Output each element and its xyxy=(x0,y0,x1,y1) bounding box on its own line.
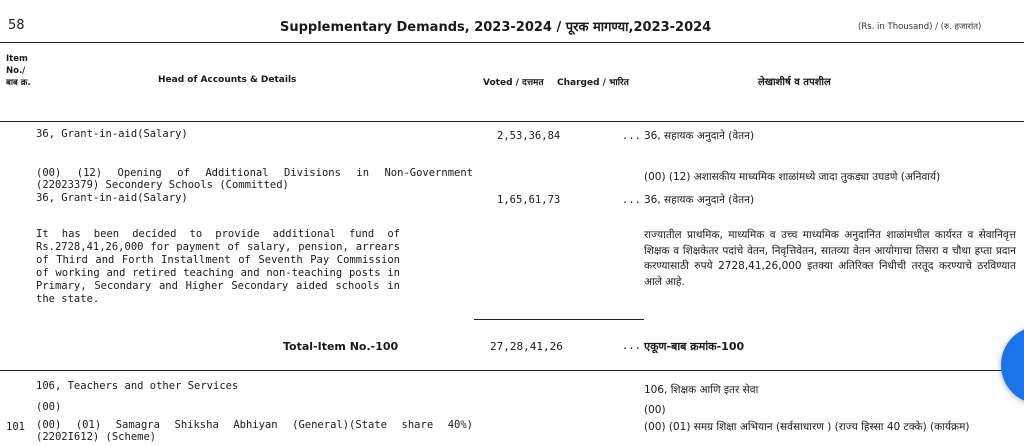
total-label-en: Total-Item No.-100 xyxy=(283,340,399,353)
top-rule xyxy=(0,42,1024,43)
row1-voted: 2,53,36,84 xyxy=(497,130,561,142)
total-label-mr: एकूण-बाब क्रमांक-100 xyxy=(644,340,745,353)
row5-head-en: (00) xyxy=(36,401,62,413)
total-dots: ... xyxy=(622,340,641,352)
header-charged: Charged / भारित xyxy=(557,78,629,88)
header-head-mr: लेखाशीर्ष व तपशील xyxy=(758,77,831,88)
row6-head-en: (00) (01) Samagra Shiksha Abhiyan (General)(State share 40%) (2202I612) (Scheme) xyxy=(36,419,473,443)
row3-head-mr: 36, सहायक अनुदाने (वेतन) xyxy=(644,194,755,206)
row3-head-en: 36, Grant-in-aid(Salary) xyxy=(36,192,188,204)
row2-head-en: (00) (12) Opening of Additional Divisions in Non-Government (22023379) Secondery Schools (Committed) xyxy=(36,167,473,191)
total-rule xyxy=(474,319,644,320)
row1-dots: ... xyxy=(622,130,641,142)
row6-item-no: 101 xyxy=(6,421,25,433)
row3-voted: 1,65,61,73 xyxy=(497,194,561,206)
row3-dots: ... xyxy=(622,194,641,206)
header-rule xyxy=(0,121,1024,122)
header-head-en: Head of Accounts & Details xyxy=(158,75,297,85)
header-voted: Voted / दत्तमत xyxy=(483,78,544,88)
row4-head-en: 106, Teachers and other Services xyxy=(36,380,239,392)
row2-head-mr: (00) (12) अशासकीय माध्यमिक शाळांमध्ये जादा तुकड्या उघडणे (अनिवार्य) xyxy=(644,171,941,183)
row1-head-en: 36, Grant-in-aid(Salary) xyxy=(36,128,188,140)
floating-action-button[interactable] xyxy=(1001,326,1024,404)
section-rule xyxy=(0,370,1024,371)
row1-head-mr: 36, सहायक अनुदाने (वेतन) xyxy=(644,130,755,142)
page-number: 58 xyxy=(8,18,25,33)
page-title: Supplementary Demands, 2023-2024 / पूरक मागण्या,2023-2024 xyxy=(280,20,712,35)
paragraph-mr: राज्यातील प्राथमिक, माध्यमिक व उच्च माध्यमिक अनुदानित शाळांमधील कार्यरत व सेवानिवृत्त शिक्षक व शिक्षकेतर पदांचे वेतन, निवृत्तिवेतन, सातव्या वेतन आयोगाचा तिसरा व चौथा हप्ता प्रदान करण्यासाठी रुपये 2728,41,26,000 इतक्या अतिरिक्त निधीची तरतूद करण्याचे ठरविण्यात आले आहे. xyxy=(644,229,1016,288)
units-note: (Rs. in Thousand) / (रु. हजारांत) xyxy=(858,22,982,32)
header-item-no: Item No./ बाब क्र. xyxy=(6,54,31,88)
paragraph-en: It has been decided to provide additional fund of Rs.2728,41,26,000 for payment of salary, pension, arrears of Third and Forth Installment of Seventh Pay Commission of working and retired teaching and non-teaching posts in Primary, Secondary and Higher Secondary aided schools in the state. xyxy=(36,228,400,305)
row6-head-mr: (00) (01) समग्र शिक्षा अभियान (सर्वसाधारण ) (राज्य हिस्सा 40 टक्के) (कार्यक्रम) xyxy=(644,421,970,433)
row4-head-mr: 106, शिक्षक आणि इतर सेवा xyxy=(644,384,759,396)
total-value: 27,28,41,26 xyxy=(490,340,563,353)
row5-head-mr: (00) xyxy=(644,404,666,416)
